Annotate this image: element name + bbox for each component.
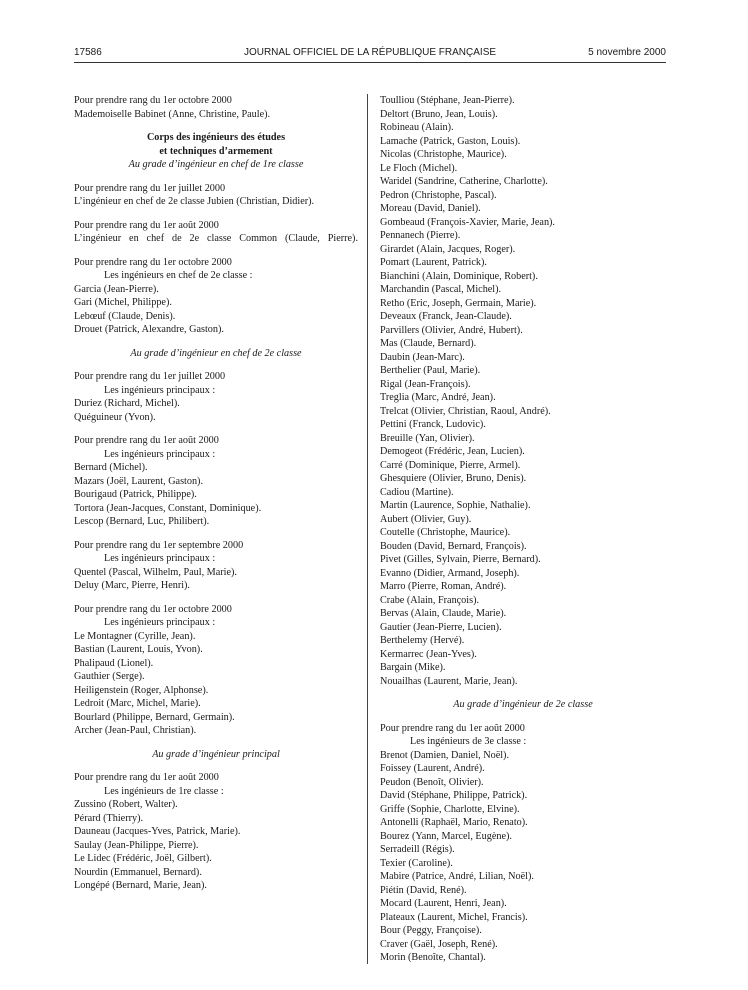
name-entry: Le Montagner (Cyrille, Jean). (74, 630, 196, 642)
name-entry: Le Lidec (Frédéric, Joël, Gilbert). (74, 853, 212, 864)
grade-heading: Au grade d’ingénieur en chef de 2e classe (130, 347, 302, 359)
spacer (74, 761, 358, 771)
group-intro: Les ingénieurs de 3e classe : (410, 736, 527, 747)
name-entry: Nouailhas (Laurent, Marie, Jean). (380, 675, 518, 687)
name-entry: Zussino (Robert, Walter). (74, 799, 178, 810)
group-intro: Les ingénieurs principaux : (104, 384, 216, 396)
name-entry: Cadiou (Martine). (380, 486, 454, 498)
name-entry: Peudon (Benoît, Olivier). (380, 776, 484, 788)
name-entry: Bervas (Alain, Claude, Marie). (380, 608, 507, 619)
name-entry: Dauneau (Jacques-Yves, Patrick, Marie). (74, 826, 241, 837)
grade-heading: Au grade d’ingénieur de 2e classe (453, 699, 593, 710)
spacer (74, 360, 358, 370)
spacer (74, 121, 358, 131)
name-entry: Gombeaud (François-Xavier, Marie, Jean). (380, 216, 555, 228)
name-entry: Coutelle (Christophe, Maurice). (380, 527, 511, 538)
name-entry: Pomart (Laurent, Patrick). (380, 257, 487, 268)
name-entry: Trelcat (Olivier, Christian, Raoul, André). (380, 405, 551, 417)
name-entry: Bour (Peggy, Françoise). (380, 925, 482, 936)
rank-date-line: Pour prendre rang du 1er août 2000 (380, 722, 525, 734)
name-entry: Heiligenstein (Roger, Alphonse). (74, 684, 209, 696)
name-entry: Bastian (Laurent, Louis, Yvon). (74, 644, 203, 655)
name-entry: Bargain (Mike). (380, 662, 446, 673)
name-entry: Lescop (Bernard, Luc, Philibert). (74, 516, 210, 527)
group-intro: Les ingénieurs principaux : (104, 553, 216, 564)
name-entry: L’ingénieur en chef de 2e classe Jubien (Christian, Didier). (74, 196, 315, 207)
name-entry: Parvillers (Olivier, André, Hubert). (380, 324, 523, 336)
name-entry: Plateaux (Laurent, Michel, Francis). (380, 911, 528, 923)
name-entry: Aubert (Olivier, Guy). (380, 513, 472, 525)
name-entry: Marro (Pierre, Roman, André). (380, 581, 507, 592)
name-entry: Bourez (Yann, Marcel, Eugène). (380, 830, 512, 842)
name-entry: Nicolas (Christophe, Maurice). (380, 149, 507, 160)
spacer (380, 688, 666, 698)
name-entry: Quentel (Pascal, Wilhelm, Paul, Marie). (74, 566, 237, 578)
page-header (74, 47, 666, 61)
name-entry: Brenot (Damien, Daniel, Noël). (380, 749, 510, 761)
rank-date-line: Pour prendre rang du 1er août 2000 (74, 435, 219, 446)
name-entry: Saulay (Jean-Philippe, Pierre). (74, 839, 199, 851)
name-entry: Moreau (David, Daniel). (380, 203, 481, 214)
name-entry: Pérard (Thierry). (74, 812, 144, 824)
group-intro: Les ingénieurs principaux : (104, 617, 216, 628)
name-entry: Ghesquiere (Olivier, Bruno, Denis). (380, 473, 527, 484)
name-entry: Quéguineur (Yvon). (74, 411, 156, 423)
name-entry: Lebœuf (Claude, Denis). (74, 310, 176, 322)
rank-date-line: Pour prendre rang du 1er octobre 2000 (74, 256, 232, 268)
name-entry: Tortora (Jean-Jacques, Constant, Dominique). (74, 502, 262, 514)
spacer (74, 593, 358, 603)
name-entry: Mas (Claude, Bernard). (380, 338, 477, 349)
corps-heading: et techniques d’armement (159, 145, 273, 157)
name-entry: Pedron (Christophe, Pascal). (380, 189, 497, 201)
name-entry: Mademoiselle Babinet (Anne, Christine, Paule). (74, 108, 271, 120)
spacer (74, 738, 358, 748)
name-entry: Duriez (Richard, Michel). (74, 398, 180, 409)
name-entry: Lamache (Patrick, Gaston, Louis). (380, 135, 521, 147)
name-entry: Antonelli (Raphaël, Mario, Renato). (380, 817, 528, 828)
name-entry: Deveaux (Franck, Jean-Claude). (380, 311, 512, 322)
name-entry: Robineau (Alain). (380, 122, 454, 133)
journal-title: JOURNAL OFFICIEL DE LA RÉPUBLIQUE FRANÇAISE (243, 47, 497, 58)
name-entry: Gauthier (Serge). (74, 671, 145, 682)
spacer (74, 529, 358, 539)
grade-heading: Au grade d’ingénieur en chef de 1re classe (128, 159, 304, 170)
rank-date-line: Pour prendre rang du 1er juillet 2000 (74, 371, 226, 382)
name-entry: Griffe (Sophie, Charlotte, Elvine). (380, 803, 520, 815)
name-entry: Crabe (Alain, François). (380, 594, 480, 606)
name-entry: Waridel (Sandrine, Catherine, Charlotte). (380, 176, 548, 187)
right-column (380, 94, 666, 965)
spacer (74, 337, 358, 347)
name-entry: David (Stéphane, Philippe, Patrick). (380, 790, 528, 801)
name-entry: Deluy (Marc, Pierre, Henri). (74, 580, 190, 591)
name-entry: Retho (Eric, Joseph, Germain, Marie). (380, 297, 537, 309)
name-entry: Bouden (David, Bernard, François). (380, 540, 527, 552)
spacer (74, 172, 358, 182)
name-entry: Nourdin (Emmanuel, Bernard). (74, 866, 202, 878)
name-entry: Mabire (Patrice, André, Lilian, Noël). (380, 871, 534, 882)
name-entry: Breuille (Yan, Olivier). (380, 432, 475, 444)
column-divider (367, 94, 368, 964)
name-entry: L’ingénieur en chef de 2e classe Common (Claude, Pierre). (74, 233, 358, 244)
name-entry: Mazars (Joël, Laurent, Gaston). (74, 475, 203, 487)
issue-date: 5 novembre 2000 (588, 47, 666, 58)
rank-date-line: Pour prendre rang du 1er octobre 2000 (74, 603, 232, 615)
name-entry: Deltort (Bruno, Jean, Louis). (380, 108, 498, 120)
name-entry: Foissey (Laurent, André). (380, 763, 485, 774)
rank-date-line: Pour prendre rang du 1er août 2000 (74, 219, 219, 231)
grade-heading: Au grade d’ingénieur principal (152, 748, 280, 760)
name-entry: Phalipaud (Lionel). (74, 657, 154, 669)
name-entry: Berthelier (Paul, Marie). (380, 365, 481, 376)
name-entry: Le Floch (Michel). (380, 162, 458, 174)
name-entry: Berthelemy (Hervé). (380, 635, 465, 646)
name-entry: Kermarrec (Jean-Yves). (380, 648, 477, 660)
name-entry: Craver (Gaël, Joseph, René). (380, 938, 498, 950)
name-entry: Demogeot (Frédéric, Jean, Lucien). (380, 446, 525, 457)
name-entry: Marchandin (Pascal, Michel). (380, 284, 502, 295)
group-intro: Les ingénieurs en chef de 2e classe : (104, 270, 253, 281)
name-entry: Piétin (David, René). (380, 884, 467, 896)
name-entry: Pettini (Franck, Ludovic). (380, 419, 486, 430)
name-entry: Carré (Dominique, Pierre, Armel). (380, 459, 521, 471)
page-number: 17586 (74, 47, 102, 58)
name-entry: Rigal (Jean-François). (380, 378, 471, 390)
corps-heading: Corps des ingénieurs des études (146, 132, 286, 143)
name-entry: Evanno (Didier, Armand, Joseph). (380, 567, 520, 579)
name-entry: Toulliou (Stéphane, Jean-Pierre). (380, 95, 515, 106)
name-entry: Daubin (Jean-Marc). (380, 351, 465, 363)
name-entry: Morin (Benoîte, Chantal). (380, 952, 486, 963)
group-intro: Les ingénieurs de 1re classe : (104, 785, 224, 797)
rank-date-line: Pour prendre rang du 1er octobre 2000 (74, 95, 232, 106)
name-entry: Martin (Laurence, Sophie, Nathalie). (380, 500, 531, 511)
name-entry: Ledroit (Marc, Michel, Marie). (74, 698, 201, 709)
name-entry: Girardet (Alain, Jacques, Roger). (380, 243, 516, 255)
header-rule (74, 62, 666, 63)
name-entry: Treglia (Marc, André, Jean). (380, 392, 496, 403)
name-entry: Garcia (Jean-Pierre). (74, 283, 159, 295)
name-entry: Bourlard (Philippe, Bernard, Germain). (74, 711, 235, 723)
name-entry: Bourigaud (Patrick, Philippe). (74, 489, 197, 500)
name-entry: Texier (Caroline). (380, 857, 453, 869)
spacer (74, 246, 358, 256)
spacer (74, 424, 358, 434)
name-entry: Gautier (Jean-Pierre, Lucien). (380, 621, 502, 633)
spacer (74, 209, 358, 219)
name-entry: Pivet (Gilles, Sylvain, Pierre, Bernard). (380, 554, 541, 565)
rank-date-line: Pour prendre rang du 1er août 2000 (74, 772, 219, 783)
name-entry: Mocard (Laurent, Henri, Jean). (380, 898, 507, 909)
spacer (380, 712, 666, 722)
group-intro: Les ingénieurs principaux : (104, 448, 216, 460)
name-entry: Serradeill (Régis). (380, 844, 455, 855)
name-entry: Drouet (Patrick, Alexandre, Gaston). (74, 324, 224, 335)
name-entry: Archer (Jean-Paul, Christian). (74, 725, 197, 736)
left-column (74, 94, 358, 893)
name-entry: Pennanech (Pierre). (380, 230, 461, 241)
name-entry: Bernard (Michel). (74, 462, 148, 473)
name-entry: Bianchini (Alain, Dominique, Robert). (380, 270, 538, 282)
rank-date-line: Pour prendre rang du 1er juillet 2000 (74, 182, 226, 194)
rank-date-line: Pour prendre rang du 1er septembre 2000 (74, 539, 244, 551)
name-entry: Longépé (Bernard, Marie, Jean). (74, 880, 207, 891)
name-entry: Gari (Michel, Philippe). (74, 297, 172, 308)
